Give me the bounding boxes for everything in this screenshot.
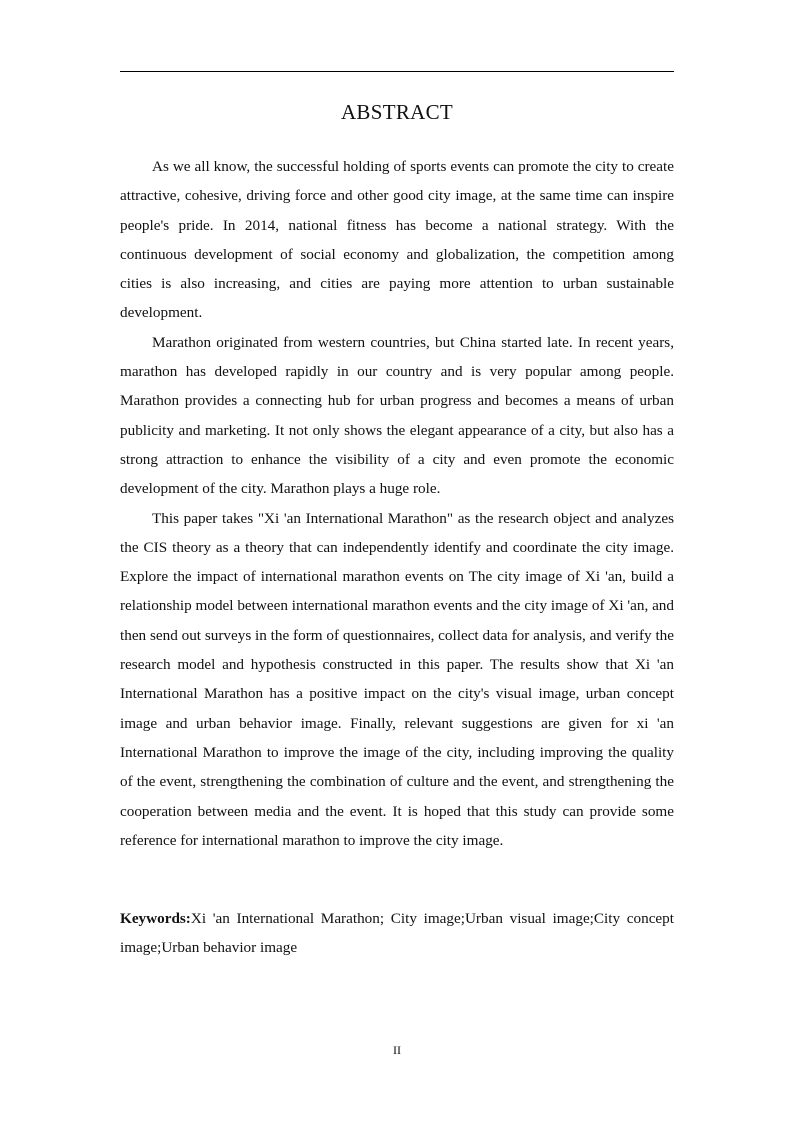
keywords-label: Keywords: bbox=[120, 910, 191, 927]
page-title: ABSTRACT bbox=[340, 100, 454, 124]
keywords-text: Xi 'an International Marathon; City image;Urban visual image;City concept image;Urban behavior image bbox=[120, 910, 674, 957]
keywords-section bbox=[120, 904, 674, 963]
header-rule bbox=[120, 71, 674, 72]
abstract-paragraph-1: As we all know, the successful holding of sports events can promote the city to create attractive, cohesive, driving force and other good city image, at the same time can inspire people's pride. In 2014, national fitness has become a national strategy. With the continuous development of social economy and globalization, the competition among cities is also increasing, and cities are paying more attention to urban sustainable development. bbox=[120, 158, 674, 322]
page-number: II bbox=[393, 1043, 401, 1057]
abstract-paragraph-2: Marathon originated from western countries, but China started late. In recent years, marathon has developed rapidly in our country and is very popular among people. Marathon provides a connecting hub for urban progress and becomes a means of urban publicity and marketing. It not only shows the elegant appearance of a city, but also has a strong attraction to enhance the visibility of a city and even promote the economic development of the city. Marathon plays a huge role. bbox=[120, 333, 674, 498]
abstract-body bbox=[120, 152, 674, 855]
abstract-paragraph-3: This paper takes "Xi 'an International Marathon" as the research object and analyzes the CIS theory as a theory that can independently identify and coordinate the city image. Explore the impact of international marathon events on The city image of Xi 'an, build a relationship model between international marathon events and the city image of Xi 'an, and then send out surveys in the form of questionnaires, collect data for analysis, and verify the research model and hypothesis constructed in this paper. The results show that Xi 'an International Marathon has a positive impact on the city's visual image, urban concept image and urban behavior image. Finally, relevant suggestions are given for xi 'an International Marathon to improve the image of the city, including improving the quality of the event, strengthening the combination of culture and the event, and strengthening the cooperation between media and the event. It is hoped that this study can provide some reference for international marathon to improve the city image. bbox=[120, 509, 674, 849]
